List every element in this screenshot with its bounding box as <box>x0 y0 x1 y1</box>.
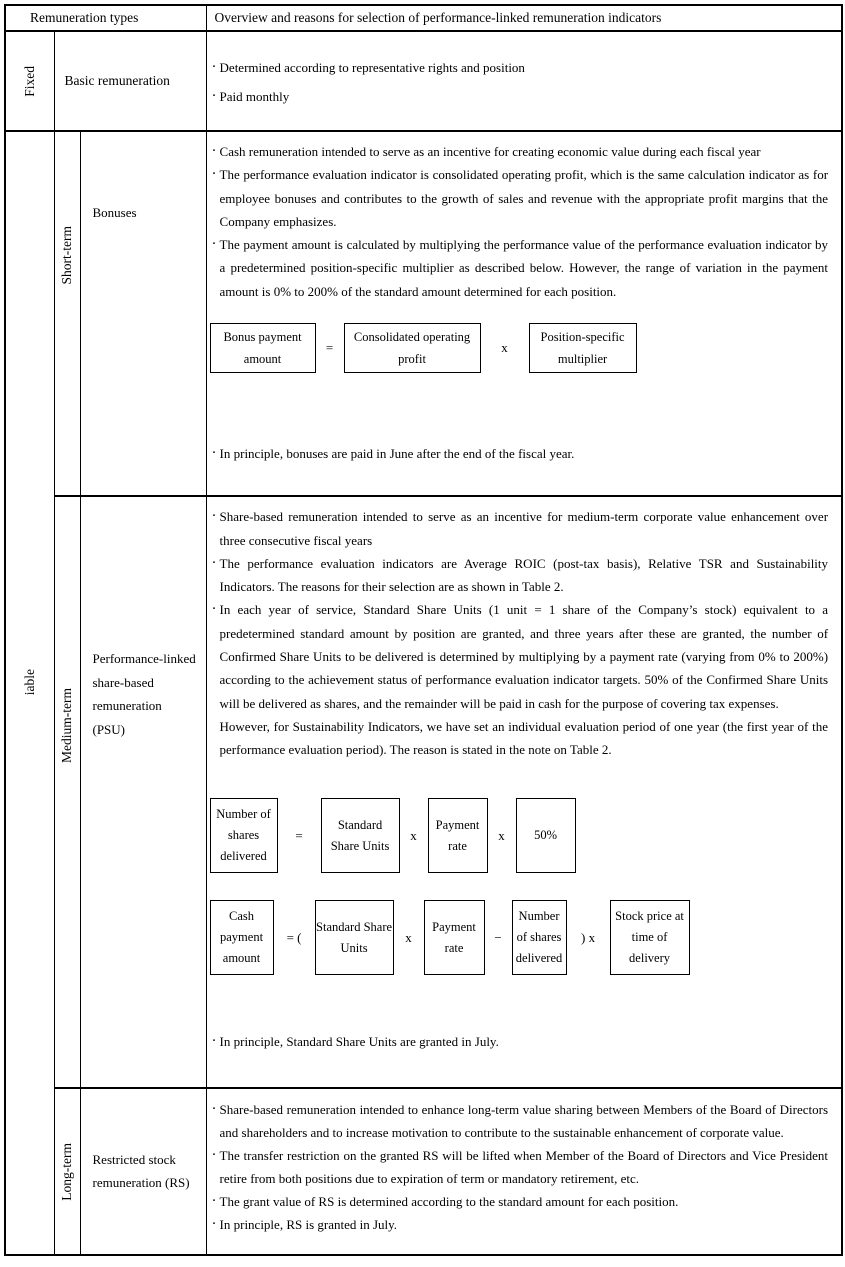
bullet-marker: · <box>211 601 217 618</box>
bonuses-content-cell <box>206 131 842 496</box>
formula-box-line: Cash <box>229 909 255 924</box>
medium-term-label: Medium-term <box>59 687 74 763</box>
bullet-marker: · <box>211 1101 217 1118</box>
row-bonuses <box>5 131 842 496</box>
formula-box-line: profit <box>398 352 426 366</box>
formula-box-line: time of <box>631 930 668 945</box>
multiply-operator: x <box>405 930 412 946</box>
formula-box-line: Number <box>518 909 560 924</box>
bullet-text: The grant value of RS is determined according to the standard amount for each position. <box>219 1194 679 1210</box>
bullet-marker: · <box>211 88 217 105</box>
formula-box-line: delivery <box>629 951 671 966</box>
bullet-text: In principle, bonuses are paid in June after the end of the fiscal year. <box>219 446 575 461</box>
formula-box-line: Standard <box>337 817 383 832</box>
header-cell-remuneration-types <box>5 5 206 31</box>
formula-box-standard-share-units <box>315 900 394 975</box>
row-basic-remuneration <box>5 31 842 131</box>
formula-box-line: rate <box>448 838 467 853</box>
bullet-marker: · <box>211 143 217 159</box>
formula-box-line: Units <box>340 940 368 955</box>
bullet-item <box>211 1213 829 1236</box>
long-term-cell <box>54 1088 80 1255</box>
formula-box-fifty-percent <box>516 798 576 873</box>
psu-label: Performance-linked share-based remuneration (PSU) <box>92 651 196 737</box>
short-term-label: Short-term <box>59 225 74 285</box>
bonus-formula <box>210 323 637 373</box>
formula-box-line: Payment <box>432 919 476 934</box>
bullet-marker: · <box>211 59 217 75</box>
bullet-text: The payment amount is calculated by multiplying the performance value of the performance evaluation indicator by a predetermined position-specific multiplier as described below. However, the range of variation in the payment amount is 0% to 200% of the standard amount determined for each position. <box>219 237 829 299</box>
rs-name-cell <box>80 1088 206 1255</box>
shares-delivered-formula <box>210 798 576 873</box>
formula-box-line: Position-specific <box>540 330 625 344</box>
bonuses-name-cell <box>80 131 206 496</box>
multiply-operator: x <box>501 340 508 356</box>
bonuses-label: Bonuses <box>92 205 137 221</box>
basic-remuneration-label: Basic remuneration <box>64 73 170 89</box>
formula-box-line: amount <box>222 951 261 966</box>
formula-box-consolidated-operating-profit <box>344 323 481 373</box>
formula-box-line: Payment <box>435 817 480 832</box>
bullet-marker: · <box>211 1193 217 1210</box>
medium-term-cell <box>54 496 80 1088</box>
bullet-text: Share-based remuneration intended to serve as an incentive for medium-term corporate value enhancement over three consecutive fiscal years <box>219 509 829 548</box>
bullet-marker: · <box>211 236 217 253</box>
bullet-item <box>211 442 829 465</box>
equals-operator: = <box>295 828 303 844</box>
bullet-marker: · <box>211 554 217 571</box>
formula-box-number-of-shares-delivered <box>210 798 278 873</box>
bullet-item <box>211 552 829 599</box>
bullet-text: Cash remuneration intended to serve as an incentive for creating economic value during each fiscal year <box>219 144 761 159</box>
bullet-text: Determined according to representative rights and position <box>219 60 525 75</box>
header-row <box>5 5 842 31</box>
basic-remuneration-name-cell <box>54 31 206 131</box>
formula-box-line: multiplier <box>557 352 608 366</box>
continuation-paragraph: However, for Sustainability Indicators, we have set an individual evaluation period of one year (the first year of the performance evaluation period). The reason is stated in the note on Table 2. <box>219 718 829 758</box>
bullet-marker: · <box>211 1033 217 1050</box>
formula-box-position-specific-multiplier <box>529 323 637 373</box>
variable-category-label: iable <box>21 668 37 696</box>
formula-box-line: delivered <box>515 951 563 966</box>
bullet-item <box>211 56 829 79</box>
bullet-text: The transfer restriction on the granted RS will be lifted when Member of the Board of Directors and Vice President retire from both positions due to expiration of term or mandatory retirement, etc. <box>219 1148 829 1187</box>
open-paren-equals-operator: = ( <box>286 930 302 946</box>
bullet-item <box>211 505 829 552</box>
bullet-text: Paid monthly <box>219 89 290 105</box>
formula-box-bonus-payment-amount <box>210 323 316 373</box>
formula-box-line: Number of <box>216 807 271 822</box>
formula-box-line: rate <box>444 940 464 955</box>
multiply-operator: x <box>498 828 505 844</box>
formula-box-line: shares <box>227 828 260 843</box>
header-label-overview: Overview and reasons for selection of performance-linked remuneration indicators <box>214 10 662 25</box>
formula-box-line: Standard Share <box>316 919 393 934</box>
formula-box-line: Bonus payment <box>223 330 302 344</box>
bullet-text: The performance evaluation indicator is consolidated operating profit, which is the same calculation indicator as for employee bonuses and contributes to the growth of sales and revenue with the appropriate profit margins that the Company emphasizes. <box>219 167 829 229</box>
long-term-label: Long-term <box>59 1142 74 1201</box>
formula-box-payment-rate <box>428 798 488 873</box>
bullet-marker: · <box>211 508 217 525</box>
multiply-operator: x <box>410 828 417 844</box>
formula-box-line: Stock price at <box>615 909 684 924</box>
formula-box-line: payment <box>220 930 264 945</box>
formula-box-standard-share-units <box>321 798 400 873</box>
rs-content-cell <box>206 1088 842 1255</box>
bullet-text: In each year of service, Standard Share Units (1 unit = 1 share of the Company’s stock) equivalent to a predetermined standard amount by position are granted, and three years after these are granted, the number of Confirmed Share Units to be delivered is determined by multiplying by a payment rate (varying from 0% to 200%) according to the achievement status of performance evaluation indicator targets. 50% of the Confirmed Share Units will be delivered as shares, and the remainder will be paid in cash for the purpose of covering tax expenses. <box>219 602 829 711</box>
header-label-remuneration-types: Remuneration types <box>30 10 139 25</box>
bullet-item <box>211 1190 829 1213</box>
row-rs <box>5 1088 842 1255</box>
bullet-item <box>211 1030 829 1053</box>
rs-label: Restricted stock remuneration (RS) <box>92 1151 190 1191</box>
minus-operator: − <box>494 930 502 946</box>
bullet-text: Share-based remuneration intended to enhance long-term value sharing between Members of the Board of Directors and shareholders and to increase motivation to contribute to the sustainable enhancement of corporate value. <box>219 1102 829 1141</box>
bullet-item <box>211 1144 829 1190</box>
bullet-item <box>211 233 829 303</box>
formula-box-payment-rate <box>424 900 485 975</box>
bullet-item <box>211 140 829 163</box>
formula-box-line: 50% <box>534 828 557 843</box>
formula-box-cash-payment-amount <box>210 900 274 975</box>
bullet-marker: · <box>211 445 217 461</box>
formula-box-line: Share Units <box>330 838 390 853</box>
fixed-category-label: Fixed <box>21 65 37 97</box>
formula-box-line: Consolidated operating <box>353 330 471 344</box>
formula-box-line: of shares <box>516 930 562 945</box>
bullet-marker: · <box>211 1147 217 1164</box>
formula-box-line: delivered <box>220 849 267 864</box>
bullet-item <box>211 1098 829 1144</box>
bullet-text: In principle, RS is granted in July. <box>219 1217 398 1233</box>
bullet-text: In principle, Standard Share Units are granted in July. <box>219 1034 499 1050</box>
bullet-item <box>211 598 829 714</box>
row-psu <box>5 496 842 1088</box>
short-term-cell <box>54 131 80 496</box>
formula-box-number-of-shares-delivered <box>512 900 567 975</box>
equals-operator: = <box>325 340 334 356</box>
bullet-marker: · <box>211 166 217 183</box>
basic-remuneration-content-cell <box>206 31 842 131</box>
header-cell-overview <box>206 5 842 31</box>
bullet-item <box>211 85 829 108</box>
variable-category-cell <box>5 131 54 1255</box>
formula-box-line: amount <box>243 352 282 366</box>
formula-box-stock-price-at-delivery <box>610 900 690 975</box>
bullet-marker: · <box>211 1216 217 1233</box>
remuneration-table <box>4 4 843 1256</box>
fixed-category-cell <box>5 31 54 131</box>
close-paren-multiply-operator: ) x <box>580 930 596 946</box>
bullet-text: The performance evaluation indicators are Average ROIC (post-tax basis), Relative TSR and Sustainability Indicators. The reasons for their selection are as shown in Table 2. <box>219 555 829 595</box>
bullet-item <box>211 163 829 233</box>
cash-payment-formula <box>210 900 690 975</box>
psu-name-cell <box>80 496 206 1088</box>
psu-content-cell <box>206 496 842 1088</box>
